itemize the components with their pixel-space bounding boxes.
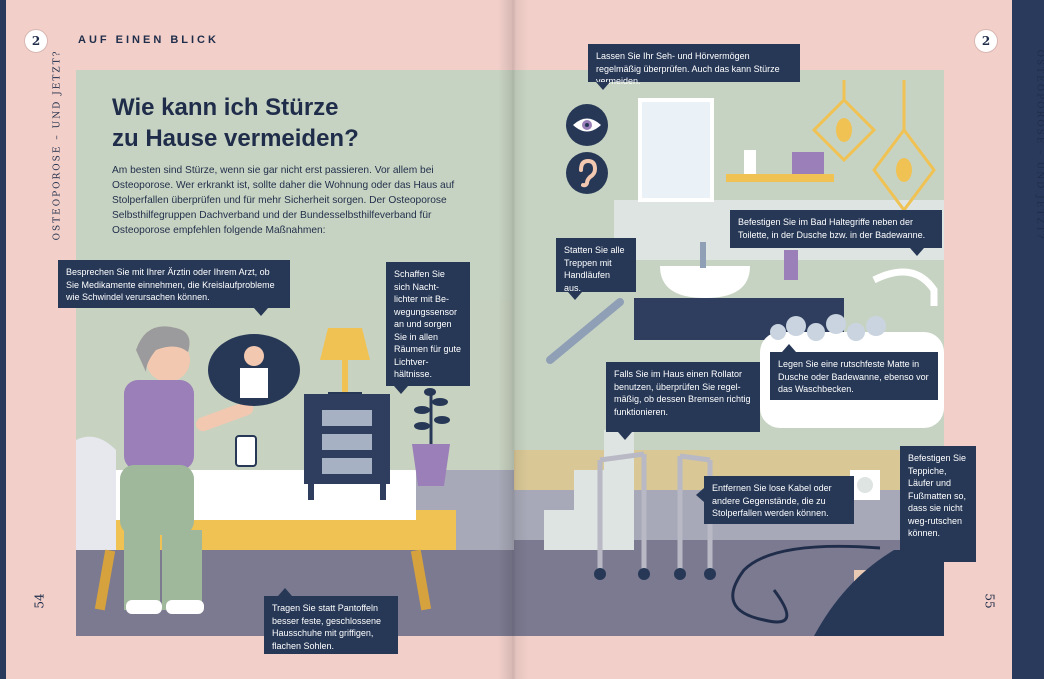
- tip-carpets: Befestigen Sie Teppiche, Läufer und Fußmatten so, dass sie nicht weg-rutschen können.: [900, 446, 976, 562]
- intro-paragraph: Am besten sind Stürze, wenn sie gar nicht erst passieren. Vor allem bei Osteoporose. Wer erkrankt ist, sollte daher die Wohnung oder das Haus auf Stolperfallen überprüfen und für mehr Sicherheit sorgen. Der Osteoporose Selbsthilfegruppen Dachverband und der Bundesselbsthilfeverband für Osteoporose empfehlen folgende Maßnahmen:: [112, 165, 455, 236]
- page-number-left: 54: [32, 593, 47, 609]
- page-title: [112, 92, 432, 154]
- title-line-1: Wie kann ich Stürze: [112, 94, 339, 121]
- tip-cables: Entfernen Sie lose Kabel oder andere Gegenstände, die zu Stolperfallen werden können.: [704, 476, 854, 524]
- ear-icon: [566, 152, 608, 194]
- tip-nightlight: Schaffen Sie sich Nacht-lichter mit Be-wegungssensor an und sorgen Sie in allen Räumen für gute Lichtver-hältnisse.: [386, 262, 470, 386]
- chapter-number-left: 2: [24, 29, 48, 53]
- side-label-right: OSTEOPOROSE – UND JETZT?: [1034, 49, 1044, 241]
- running-head: AUF EINEN BLICK: [78, 34, 219, 46]
- tip-grab-bars: Befestigen Sie im Bad Haltegriffe neben der Toilette, in der Dusche bzw. in der Badewanne.: [730, 210, 942, 248]
- chapter-number-right: 2: [974, 29, 998, 53]
- tip-vision: Lassen Sie Ihr Seh- und Hörvermögen regelmäßig überprüfen. Auch das kann Stürze vermeiden.: [588, 44, 800, 82]
- tip-doctor: Besprechen Sie mit Ihrer Ärztin oder Ihrem Arzt, ob Sie Medikamente einnehmen, die Kreislaufprobleme wie Schwindel verursachen können.: [58, 260, 290, 308]
- right-page: [514, 0, 1044, 679]
- tip-shoes: Tragen Sie statt Pantoffeln besser feste, geschlossene Hausschuhe mit griffigen, flachen Sohlen.: [264, 596, 398, 654]
- eye-icon: [566, 104, 608, 146]
- tip-handrails: Statten Sie alle Treppen mit Handläufen aus.: [556, 238, 636, 292]
- tip-mat: Legen Sie eine rutschfeste Matte in Dusche oder Badewanne, ebenso vor das Waschbecken.: [770, 352, 938, 400]
- left-page: [6, 0, 514, 679]
- page-number-right: 55: [982, 593, 997, 609]
- side-label-left: OSTEOPOROSE – UND JETZT?: [52, 49, 63, 241]
- title-line-2: zu Hause vermeiden?: [112, 125, 359, 152]
- tip-rollator: Falls Sie im Haus einen Rollator benutzen, überprüfen Sie regel-mäßig, ob dessen Bremsen richtig funktionieren.: [606, 362, 760, 432]
